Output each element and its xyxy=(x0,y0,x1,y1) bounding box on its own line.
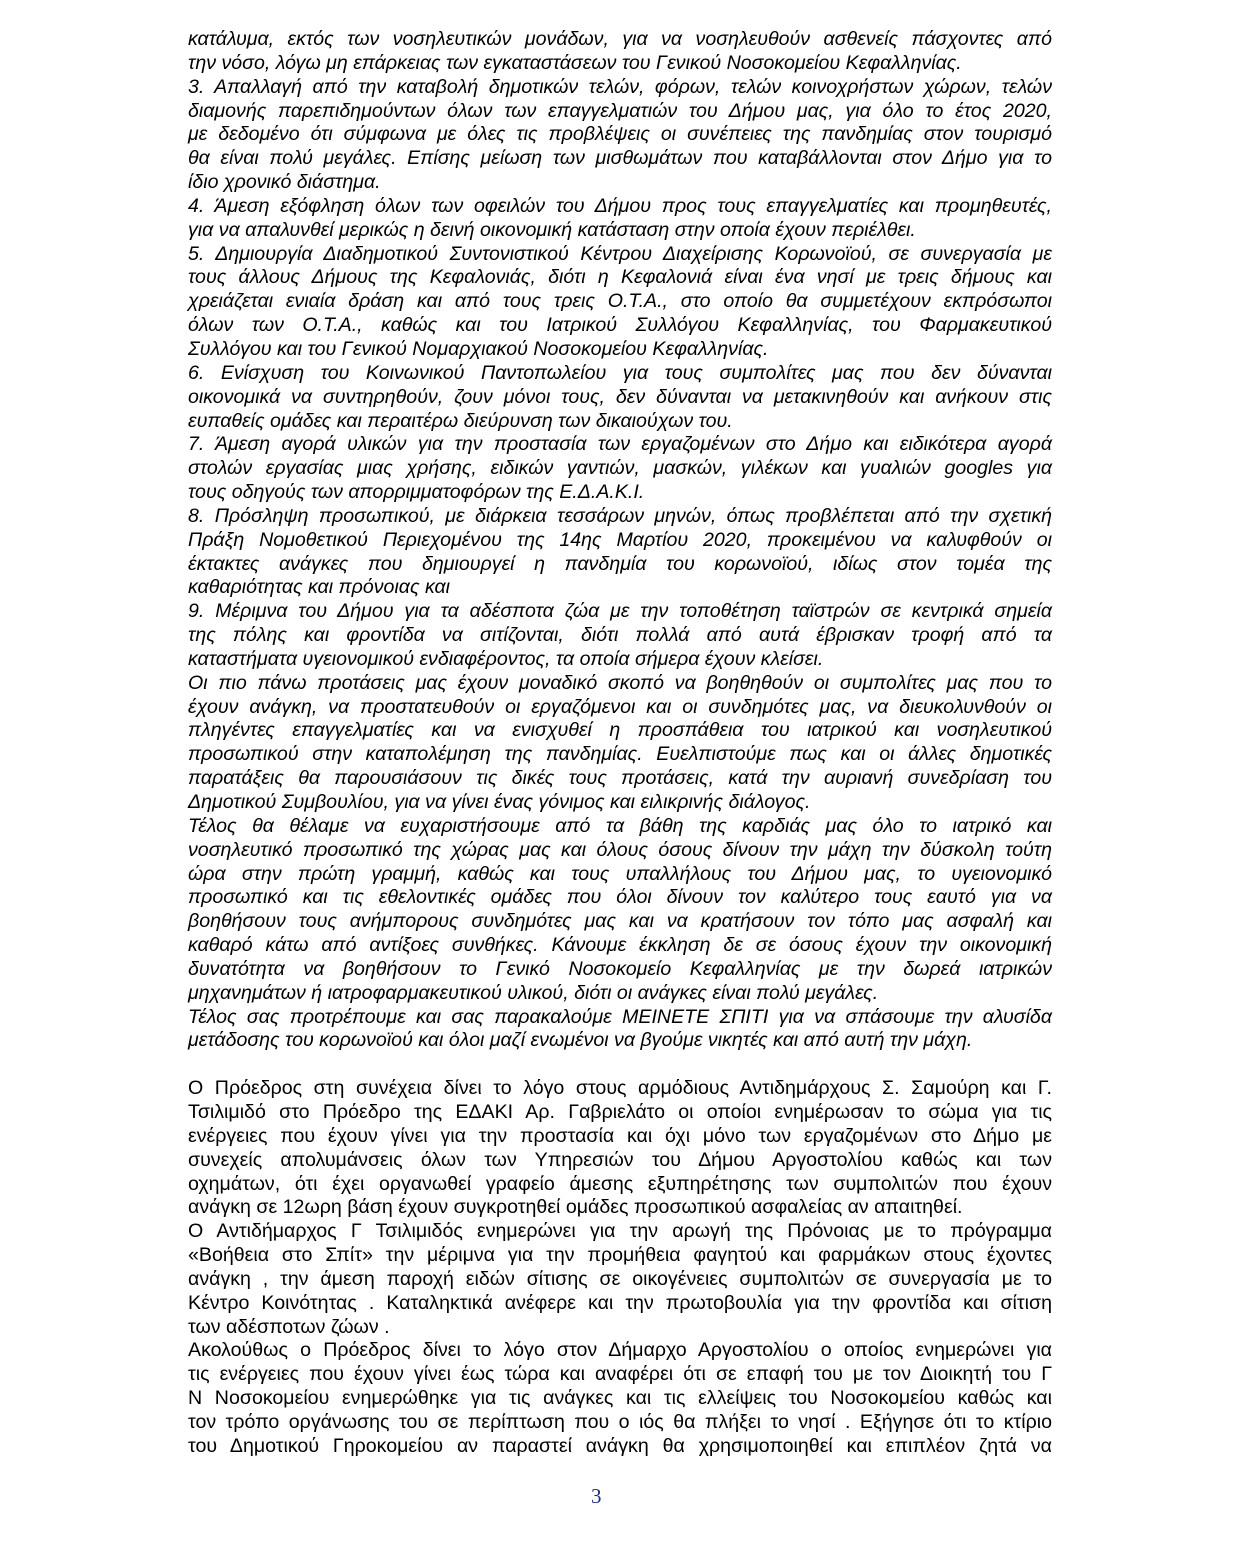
paragraph xyxy=(188,195,1052,243)
text-line: Τέλος θα θέλαμε να ευχαριστήσουμε από τα βάθη της καρδιάς μας όλο το ιατρικό και xyxy=(188,814,1052,837)
text-line: 5. Δημιουργία Διαδημοτικού Συντονιστικού Κέντρου Διαχείρισης Κορωνοϊού, σε συνεργασία με xyxy=(188,242,1052,265)
text-line: για να απαλυνθεί μερικώς η δεινή οικονομική κατάσταση στην οποία έχουν περιέλθει. xyxy=(188,218,916,241)
paragraph xyxy=(188,1077,1052,1220)
text-line: Ν Νοσοκομείου ενημερώθηκε για τις ανάγκες και τις ελλείψεις του Νοσοκομείου καθώς και xyxy=(188,1387,1052,1410)
text-line: στολών εργασίας μιας χρήσης, ειδικών γαντιών, μασκών, γιλέκων και γυαλιών googles για xyxy=(188,457,1052,480)
text-line: έχουν ανάγκη, να προστατευθούν οι εργαζόμενοι και οι συνδημότες μας, να διευκολυνθούν οι xyxy=(188,695,1052,718)
text-line: ενέργειες που έχουν γίνει για την προστασία και όχι μόνο των εργαζομένων στο Δήμο με xyxy=(188,1124,1052,1147)
text-line: 4. Άμεση εξόφληση όλων των οφειλών του Δήμου προς τους επαγγελματίες και προμηθευτές, xyxy=(188,194,1052,217)
text-line: τους οδηγούς των απορριμματοφόρων της Ε.Δ.Α.Κ.Ι. xyxy=(188,481,645,504)
text-line: Συλλόγου και του Γενικού Νομαρχιακού Νοσοκομείου Κεφαλληνίας. xyxy=(188,337,769,360)
text-line: Τσιλιμιδό στο Πρόεδρο της ΕΔΑΚΙ Αρ. Γαβριελάτο οι οποίοι ενημέρωσαν το σώμα για τις xyxy=(188,1100,1052,1123)
text-line: Οι πιο πάνω προτάσεις μας έχουν μοναδικό σκοπό να βοηθηθούν οι συμπολίτες μας που το xyxy=(188,671,1052,694)
text-line: νοσηλευτικό προσωπικό της χώρας μας και όλους όσους δίνουν την μάχη την δύσκολη τούτη xyxy=(188,838,1052,861)
text-line: των αδέσποτων ζώων . xyxy=(188,1315,390,1338)
text-line: χρειάζεται ενιαία δράση και από τους τρεις Ο.Τ.Α., στο οποίο θα συμμετέχουν εκπρόσωποι xyxy=(188,290,1052,313)
text-line: προσωπικού στην καταπολέμηση της πανδημίας. Ευελπιστούμε πως και οι άλλες δημοτικές xyxy=(188,743,1052,766)
document-body xyxy=(188,28,1052,1459)
text-line: παρατάξεις θα παρουσιάσουν τις δικές τους προτάσεις, κατά την αυριανή συνεδρίαση του xyxy=(188,767,1052,790)
paragraph xyxy=(188,243,1052,362)
text-line: οικονομικά να συντηρηθούν, ζουν μόνοι τους, δεν δύνανται να μετακινηθούν και ανήκουν στις xyxy=(188,385,1052,408)
paragraph xyxy=(188,672,1052,815)
paragraph xyxy=(188,362,1052,434)
text-line: τις ενέργειες που έχουν γίνει έως τώρα και αναφέρει ότι σε επαφή του με τον Διοικητή του Γ xyxy=(188,1363,1052,1386)
text-line: ανάγκη σε 12ωρη βάση έχουν συγκροτηθεί ομάδες προσωπικού ασφαλείας αν απαιτηθεί. xyxy=(188,1196,963,1219)
paragraph xyxy=(188,1220,1052,1339)
text-line: μετάδοσης του κορωνοϊού και όλοι μαζί ενωμένοι να βγούμε νικητές και από αυτή την μάχη. xyxy=(188,1029,973,1052)
text-line: ίδιο χρονικό διάστημα. xyxy=(188,171,381,194)
text-line: μηχανημάτων ή ιατροφαρμακευτικού υλικού, διότι οι ανάγκες είναι πολύ μεγάλες. xyxy=(188,981,879,1004)
text-line: διαμονής παρεπιδημούντων όλων των επαγγελματιών του Δήμου μας, για όλο το έτος 2020, xyxy=(188,99,1052,122)
text-line: ευπαθείς ομάδες και περαιτέρω διεύρυνση των δικαιούχων του. xyxy=(188,409,733,432)
paragraph xyxy=(188,505,1052,600)
text-line: ώρα στην πρώτη γραμμή, καθώς και τους υπαλλήλους του Δήμου μας, το υγειονομικό xyxy=(188,862,1052,885)
text-line: «Βοήθεια στο Σπίτ» την μέριμνα για την προμήθεια φαγητού και φαρμάκων στους έχοντες xyxy=(188,1244,1052,1267)
text-line: της πόλης και φροντίδα να σιτίζονται, διότι πολλά από αυτά έβρισκαν τροφή από τα xyxy=(188,624,1052,647)
text-line: κατάλυμα, εκτός των νοσηλευτικών μονάδων, για να νοσηλευθούν ασθενείς πάσχοντες από xyxy=(188,28,1052,50)
text-line: βοηθήσουν τους ανήμπορους συνδημότες μας και να κρατήσουν τον τόπο μας ασφαλή και xyxy=(188,910,1052,933)
text-line: τους άλλους Δήμους της Κεφαλονιάς, διότι η Κεφαλονιά είναι ένα νησί με τρεις δήμους και xyxy=(188,266,1052,289)
page-number: 3 xyxy=(591,1484,602,1508)
text-line: πληγέντες επαγγελματίες και να ενισχυθεί η προσπάθεια του ιατρικού και νοσηλευτικού xyxy=(188,719,1052,742)
paragraph xyxy=(188,600,1052,672)
text-line: Ο Αντιδήμαρχος Γ Τσιλιμιδός ενημερώνει για την αρωγή της Πρόνοιας με το πρόγραμμα xyxy=(188,1220,1052,1243)
paragraph xyxy=(188,1339,1052,1458)
text-line: δυνατότητα να βοηθήσουν το Γενικό Νοσοκομείο Κεφαλληνίας με την δωρεά ιατρικών xyxy=(188,957,1052,980)
text-line: καταστήματα υγειονομικού ενδιαφέροντος, τα οποία σήμερα έχουν κλείσει. xyxy=(188,647,824,670)
text-line: καθαρό κάτω από αντίξοες συνθήκες. Κάνουμε έκκληση δε σε όσους έχουν την οικονομική xyxy=(188,934,1052,957)
text-line: Δημοτικού Συμβουλίου, για να γίνει ένας γόνιμος και ειλικρινής διάλογος. xyxy=(188,791,811,813)
text-line: συνεχείς απολυμάνσεις όλων των Υπηρεσιών του Δήμου Αργοστολίου καθώς και των xyxy=(188,1148,1052,1171)
text-line: Πράξη Νομοθετικού Περιεχομένου της 14ης Μαρτίου 2020, προκειμένου να καλυφθούν οι xyxy=(188,528,1052,551)
text-line: έκτακτες ανάγκες που δημιουργεί η πανδημία του κορωνοϊού, ιδίως στον τομέα της xyxy=(188,552,1052,575)
text-line: την νόσο, λόγω μη επάρκειας των εγκαταστάσεων του Γενικού Νοσοκομείου Κεφαλληνίας. xyxy=(188,51,962,74)
text-line: 6. Ενίσχυση του Κοινωνικού Παντοπωλείου για τους συμπολίτες μας που δεν δύνανται xyxy=(188,361,1052,384)
text-line: 9. Μέριμνα του Δήμου για τα αδέσποτα ζώα με την τοποθέτηση ταϊστρών σε κεντρικά σημεία xyxy=(188,600,1052,623)
text-line: 7. Άμεση αγορά υλικών για την προστασία των εργαζομένων στο Δήμο και ειδικότερα αγορά xyxy=(188,433,1052,456)
text-line: με δεδομένο ότι σύμφωνα με όλες τις προβλέψεις οι συνέπειες της πανδημίας στον τουρισμό xyxy=(188,123,1052,146)
text-line: τον τρόπο οργάνωσης του σε περίπτωση που ο ιός θα πλήξει το νησί . Εξήγησε ότι το κτίριο xyxy=(188,1410,1052,1433)
text-line: όλων των Ο.Τ.Α., καθώς και του Ιατρικού Συλλόγου Κεφαλληνίας, του Φαρμακευτικού xyxy=(188,314,1052,337)
text-line: 8. Πρόσληψη προσωπικού, με διάρκεια τεσσάρων μηνών, όπως προβλέπεται από την σχετική xyxy=(188,504,1052,527)
text-line: Ακολούθως ο Πρόεδρος δίνει το λόγο στον Δήμαρχο Αργοστολίου ο οποίος ενημερώνει για xyxy=(188,1339,1052,1362)
text-line: ανάγκη , την άμεση παροχή ειδών σίτισης σε οικογένειες συμπολιτών σε συνεργασία με το xyxy=(188,1267,1052,1290)
text-line: θα είναι πολύ μεγάλες. Επίσης μείωση των μισθωμάτων που καταβάλλονται στον Δήμο για το xyxy=(188,147,1052,170)
text-line: του Δημοτικού Γηροκομείου αν παραστεί ανάγκη θα χρησιμοποιηθεί και επιπλέον ζητά να xyxy=(188,1434,1052,1457)
text-line: οχημάτων, ότι έχει οργανωθεί γραφείο άμεσης εξυπηρέτησης των συμπολιτών που έχουν xyxy=(188,1172,1052,1195)
paragraph xyxy=(188,28,1052,76)
text-line: Ο Πρόεδρος στη συνέχεια δίνει το λόγο στους αρμόδιους Αντιδημάρχους Σ. Σαμούρη και Γ. xyxy=(188,1077,1052,1100)
text-line: προσωπικό και τις εθελοντικές ομάδες που όλοι δίνουν τον καλύτερο τους εαυτό για να xyxy=(188,886,1052,909)
text-line: Τέλος σας προτρέπουμε και σας παρακαλούμε ΜΕΙΝΕΤΕ ΣΠΙΤΙ για να σπάσουμε την αλυσίδα xyxy=(188,1005,1052,1028)
paragraph xyxy=(188,433,1052,505)
text-line: Κέντρο Κοινότητας . Καταληκτικά ανέφερε και την πρωτοβουλία για την φροντίδα και σίτιση xyxy=(188,1291,1052,1314)
text-line: 3. Απαλλαγή από την καταβολή δημοτικών τελών, φόρων, τελών κοινοχρήστων χώρων, τελών xyxy=(188,75,1052,98)
paragraph xyxy=(188,1006,1052,1054)
text-line: καθαριότητας και πρόνοιας και xyxy=(188,576,451,599)
minutes-block xyxy=(188,1077,1052,1459)
statement-block xyxy=(188,28,1052,1053)
paragraph xyxy=(188,815,1052,1006)
paragraph xyxy=(188,76,1052,195)
